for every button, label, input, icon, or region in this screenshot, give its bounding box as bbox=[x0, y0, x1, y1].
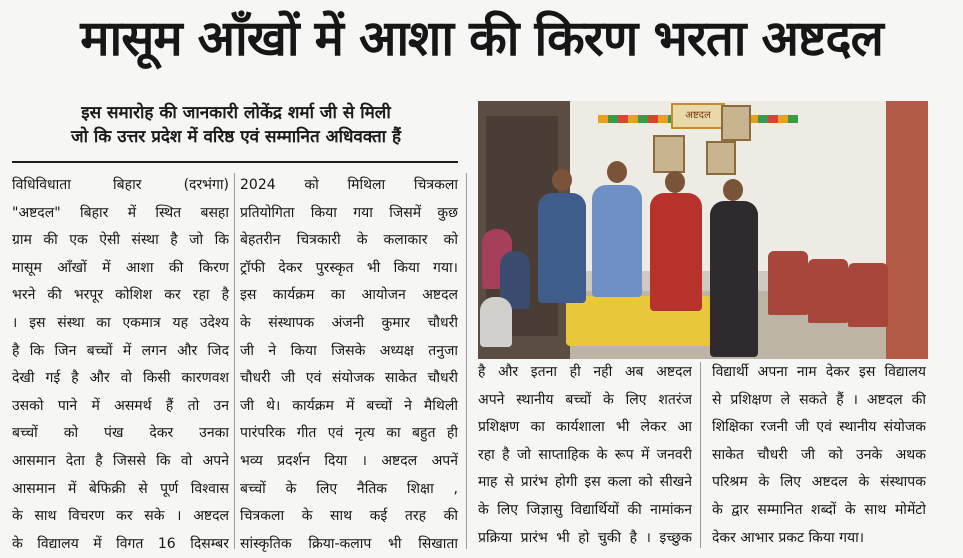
article-column-4 bbox=[712, 359, 926, 552]
article-line: पारंपरिक गीत एवं नृत्य का बहुत ही bbox=[240, 425, 458, 442]
article-line: उसको पाने में असमर्थ हैं तो उन bbox=[12, 397, 229, 414]
article-line: आसमान देता है जिससे कि वो अपने bbox=[12, 452, 229, 469]
article-line: चित्रकला के साथ कई तरह की bbox=[240, 508, 458, 525]
photo-artwork bbox=[706, 141, 736, 175]
article-line: बेहतरीन चित्रकारी के कलाकार को bbox=[240, 232, 458, 249]
article-column-1 bbox=[12, 172, 229, 558]
photo-person bbox=[538, 193, 586, 303]
article-line: देखी गई है और वो किसी कारणवश bbox=[12, 370, 229, 387]
photo-chair bbox=[848, 263, 888, 327]
photo-chair bbox=[768, 251, 808, 315]
article-line: प्रशिक्षण का कार्यशाला भी लेकर आ bbox=[478, 419, 692, 436]
subhead-line: जो कि उत्तर प्रदेश में वरिष्ठ एवं सम्मानित अधिवक्ता हैं bbox=[70, 127, 402, 147]
photo-person bbox=[480, 297, 512, 347]
article-line: साकेत चौधरी जी को उनके अथक bbox=[712, 446, 926, 463]
article-line: मासूम आँखों में आशा की किरण bbox=[12, 259, 229, 276]
photo-person-head bbox=[723, 179, 743, 201]
article-line: । इस संस्था का एकमात्र यह उदेश्य bbox=[12, 314, 229, 331]
headline: मासूम आँखों में आशा की किरण भरता अष्टदल bbox=[80, 10, 883, 67]
article-line: के द्वार सम्मानित शब्दों के साथ मोमेंटो bbox=[712, 501, 926, 518]
photo-side-wall bbox=[886, 101, 928, 359]
article-line: ट्रॉफी देकर पुरस्कृत भी किया गया। bbox=[240, 259, 458, 276]
article-line: के लिए जिज्ञासु विद्यार्थियों की नामांकन bbox=[478, 501, 692, 518]
photo-person bbox=[650, 193, 702, 311]
photo-artwork bbox=[721, 105, 751, 141]
article-line: परिश्रम के लिए अष्टदल के संस्थापक bbox=[712, 474, 926, 491]
article-line: है कि जिन बच्चों में लगन और जिद bbox=[12, 342, 229, 359]
article-line: के संस्थापक अंजनी कुमार चौधरी bbox=[240, 314, 458, 331]
article-line: के साथ विचरण कर सके । अष्टदल bbox=[12, 508, 229, 525]
article-line: अपने स्थानीय बच्चों के लिए शतरंज bbox=[478, 391, 692, 408]
article-line: रहा है जो साप्ताहिक के रूप में जनवरी bbox=[478, 446, 692, 463]
photo-person-head bbox=[552, 169, 572, 191]
article-line: विद्यार्थी अपना नाम देकर इस विद्यालय bbox=[712, 364, 926, 380]
article-line: विधिविधाता बिहार (दरभंगा) bbox=[12, 177, 229, 193]
article-line: चौधरी जी एवं संयोजक साकेत चौधरी bbox=[240, 370, 458, 387]
article-line: भव्य प्रदर्शन दिया । अष्टदल अपनें bbox=[240, 452, 458, 469]
subhead-line: इस समारोह की जानकारी लोकेंद्र शर्मा जी से मिली bbox=[81, 103, 391, 123]
photo-person bbox=[592, 185, 642, 297]
subhead-rule bbox=[12, 161, 458, 163]
article-column-2 bbox=[240, 172, 458, 558]
article-line: इस कार्यक्रम का आयोजन अष्टदल bbox=[240, 287, 458, 304]
article-line: "अष्टदल" बिहार में स्थित बसहा bbox=[12, 204, 229, 221]
article-line: शिक्षिका रजनी जी एवं स्थानीय संयोजक bbox=[712, 419, 926, 436]
article-line: जी ने किया जिसके अध्यक्ष तनुजा bbox=[240, 342, 458, 359]
article-line: 2024 को मिथिला चित्रकला bbox=[240, 177, 458, 193]
article-line: भरने की भरपूर कोशिश कर रहा है bbox=[12, 287, 229, 304]
article-line: देकर आभार प्रकट किया गया। bbox=[712, 529, 865, 546]
photo-chair bbox=[808, 259, 848, 323]
article-column-3 bbox=[478, 359, 692, 552]
article-line: आसमान में बेफिक्री से पूर्ण विश्वास bbox=[12, 480, 229, 497]
column-divider bbox=[466, 173, 467, 549]
photo-artwork bbox=[653, 135, 685, 173]
photo-person-head bbox=[665, 171, 685, 193]
article-line: प्रक्रिया प्रारंभ भी हो चुकी है । इच्छुक bbox=[478, 529, 692, 546]
subhead bbox=[12, 101, 460, 149]
article-line: बच्चों को पंख देकर उनका bbox=[12, 425, 229, 442]
photo-person-head bbox=[607, 161, 627, 183]
column-divider bbox=[234, 173, 235, 549]
article-line: माह से प्रारंभ होगी इस कला को सीखने bbox=[478, 474, 692, 491]
article-line: से प्रशिक्षण ले सकते हैं । अष्टदल की bbox=[712, 391, 926, 408]
article-line: प्रतियोगिता किया गया जिसमें कुछ bbox=[240, 204, 458, 221]
article-line: बच्चों के लिए नैतिक शिक्षा , bbox=[240, 480, 458, 497]
photo-banner: अष्टदल bbox=[671, 103, 725, 129]
event-photo bbox=[478, 101, 928, 359]
article-line: ग्राम की एक ऐसी संस्था है जो कि bbox=[12, 232, 229, 249]
article-line: जी थे। कार्यक्रम में बच्चों ने मैथिली bbox=[240, 397, 458, 414]
article-line: के विद्यालय में विगत 16 दिसम्बर bbox=[12, 535, 229, 552]
article-line: सांस्कृतिक क्रिया-कलाप भी सिखाता bbox=[240, 535, 458, 552]
photo-person bbox=[710, 201, 758, 357]
column-divider bbox=[700, 362, 701, 548]
article-line: है और इतना ही नही अब अष्टदल bbox=[478, 364, 692, 380]
